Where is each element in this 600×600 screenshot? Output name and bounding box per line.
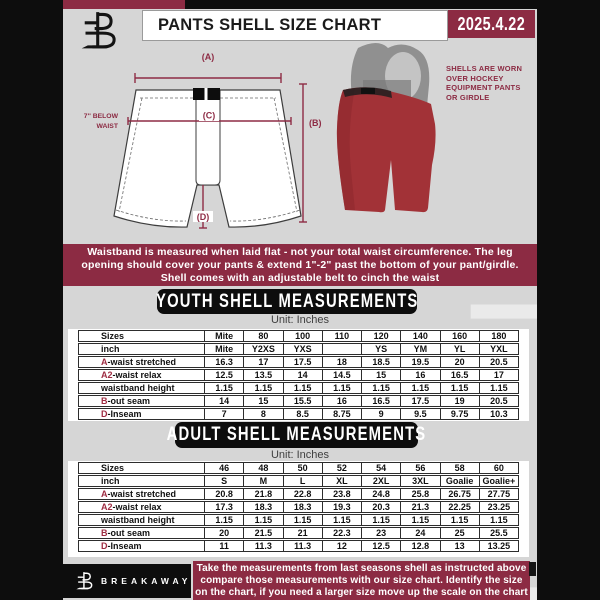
value-cell: 22.25	[441, 501, 480, 513]
row-label: D-Inseam	[78, 540, 205, 552]
value-cell: Y2XS	[244, 343, 283, 355]
text-line: on the chart, if you need a larger size move up the scale on the chart	[195, 586, 528, 598]
value-cell: 110	[323, 330, 362, 342]
text-line: EQUIPMENT PANTS	[446, 83, 521, 92]
measure-letter: A2	[101, 502, 113, 512]
value-cell: 19	[441, 395, 480, 407]
row-label: waistband height	[78, 382, 205, 394]
value-cell: YS	[362, 343, 401, 355]
value-cell: 25.5	[480, 527, 519, 539]
text-line: OR GIRDLE	[446, 92, 490, 102]
value-cell: L	[284, 475, 323, 487]
youth-section-banner	[157, 289, 417, 314]
value-cell: 11.3	[244, 540, 283, 552]
value-cell: 1.15	[362, 382, 401, 394]
value-cell: 24	[401, 527, 440, 539]
value-cell: 14.5	[323, 369, 362, 381]
value-cell: 60	[480, 462, 519, 474]
value-cell: 15.5	[284, 395, 323, 407]
measure-letter: B	[101, 528, 108, 538]
value-cell: YXL	[480, 343, 519, 355]
measure-letter: A	[101, 489, 108, 499]
text-line: SHELLS ARE WORN	[446, 64, 523, 73]
value-cell: 17	[244, 356, 283, 368]
text-line: opening should cover your pants & extend 1"-2" past the bottom of your pant/girdle.	[81, 258, 519, 271]
value-cell: XL	[323, 475, 362, 487]
adult-size-table	[78, 461, 519, 553]
value-cell: 23.8	[323, 488, 362, 500]
value-cell: Goalie	[441, 475, 480, 487]
value-cell: 7	[205, 408, 244, 420]
measurement-notice	[63, 244, 537, 286]
row-label: B-out seam	[78, 527, 205, 539]
table-row	[78, 540, 519, 552]
page-title: PANTS SHELL SIZE CHART	[158, 16, 382, 34]
value-cell: YXS	[284, 343, 323, 355]
value-cell: 16	[401, 369, 440, 381]
text-line: Take the measurements from last seasons shell as instructed above	[196, 562, 527, 574]
value-cell: 27.75	[480, 488, 519, 500]
shell-measurement-diagram	[63, 44, 333, 242]
table-row	[78, 395, 519, 407]
value-cell: 180	[480, 330, 519, 342]
left-border-bar	[0, 0, 63, 600]
table-row	[78, 356, 519, 368]
value-cell: 18	[323, 356, 362, 368]
value-cell: 9.75	[441, 408, 480, 420]
value-cell: 1.15	[323, 514, 362, 526]
value-cell: 1.15	[401, 514, 440, 526]
table-row	[78, 462, 519, 474]
breakaway-logo-small-icon	[76, 571, 94, 592]
value-cell: 8.5	[284, 408, 323, 420]
value-cell: 15	[244, 395, 283, 407]
table-row	[78, 475, 519, 487]
row-label: A-waist stretched	[78, 488, 205, 500]
value-cell: 48	[244, 462, 283, 474]
value-cell: 1.15	[401, 382, 440, 394]
value-cell: 1.15	[480, 382, 519, 394]
value-cell: YM	[401, 343, 440, 355]
value-cell: 120	[362, 330, 401, 342]
brand-name: BREAKAWAY	[101, 576, 192, 586]
value-cell: 3XL	[401, 475, 440, 487]
value-cell: 20.5	[480, 356, 519, 368]
measure-letter: B	[101, 396, 108, 406]
value-cell: 19.3	[323, 501, 362, 513]
value-cell: 21.8	[244, 488, 283, 500]
value-cell: 1.15	[362, 514, 401, 526]
value-cell: 16.3	[205, 356, 244, 368]
value-cell: 18.3	[284, 501, 323, 513]
row-label: B-out seam	[78, 395, 205, 407]
adult-unit-label: Unit: Inches	[270, 449, 330, 461]
waist-note-line2: WAIST	[96, 123, 118, 130]
youth-table-panel	[68, 329, 529, 421]
value-cell: 140	[401, 330, 440, 342]
value-cell: 10.3	[480, 408, 519, 420]
value-cell: 21.5	[244, 527, 283, 539]
footer-instructions	[193, 561, 530, 600]
value-cell: 58	[441, 462, 480, 474]
row-label: A-waist stretched	[78, 356, 205, 368]
value-cell: 20.5	[480, 395, 519, 407]
value-cell: Mite	[205, 330, 244, 342]
value-cell: 9.5	[401, 408, 440, 420]
value-cell: 21.3	[401, 501, 440, 513]
value-cell: 25.8	[401, 488, 440, 500]
shell-photo	[333, 40, 448, 238]
value-cell: 20.3	[362, 501, 401, 513]
measure-letter: A2	[101, 370, 113, 380]
value-cell: 20.8	[205, 488, 244, 500]
value-cell: 23	[362, 527, 401, 539]
row-label: Sizes	[78, 462, 205, 474]
row-label: waistband height	[78, 514, 205, 526]
value-cell: 1.15	[480, 514, 519, 526]
table-row	[78, 488, 519, 500]
value-cell: 17	[480, 369, 519, 381]
value-cell: 19.5	[401, 356, 440, 368]
value-cell: 12.8	[401, 540, 440, 552]
value-cell: 16.5	[441, 369, 480, 381]
right-border-bar	[537, 0, 600, 600]
waist-note-line1: 7'' BELOW	[83, 113, 118, 120]
row-label: D-Inseam	[78, 408, 205, 420]
table-row	[78, 343, 519, 355]
label-b: (B)	[309, 118, 322, 128]
measure-letter: D	[101, 409, 108, 419]
table-row	[78, 501, 519, 513]
value-cell: 52	[323, 462, 362, 474]
text-line: OVER HOCKEY	[446, 73, 504, 83]
top-strip-black	[185, 0, 537, 9]
value-cell: 14	[205, 395, 244, 407]
row-label: inch	[78, 475, 205, 487]
value-cell: 1.15	[284, 382, 323, 394]
value-cell: 25	[441, 527, 480, 539]
youth-size-table	[78, 329, 519, 421]
value-cell: 20	[441, 356, 480, 368]
youth-unit-label: Unit: Inches	[270, 314, 330, 326]
value-cell: 54	[362, 462, 401, 474]
value-cell: 2XL	[362, 475, 401, 487]
value-cell: Mite	[205, 343, 244, 355]
value-cell: 14	[284, 369, 323, 381]
text-line: compare those measurements with our size chart. Identify the size	[200, 574, 523, 586]
value-cell: 24.8	[362, 488, 401, 500]
value-cell: Goalie+	[480, 475, 519, 487]
value-cell: 18.3	[244, 501, 283, 513]
value-cell: 13	[441, 540, 480, 552]
row-label: A2-waist relax	[78, 501, 205, 513]
table-row	[78, 408, 519, 420]
value-cell: 1.15	[244, 382, 283, 394]
value-cell: M	[244, 475, 283, 487]
value-cell: S	[205, 475, 244, 487]
value-cell: 22.3	[323, 527, 362, 539]
value-cell: 12.5	[205, 369, 244, 381]
value-cell: 11.3	[284, 540, 323, 552]
table-row	[78, 514, 519, 526]
row-label: A2-waist relax	[78, 369, 205, 381]
table-row	[78, 382, 519, 394]
adult-table-panel	[68, 461, 529, 557]
value-cell: 17.3	[205, 501, 244, 513]
value-cell: 46	[205, 462, 244, 474]
value-cell: 15	[362, 369, 401, 381]
adult-section-banner	[166, 422, 427, 448]
value-cell: 50	[284, 462, 323, 474]
value-cell: 1.15	[205, 514, 244, 526]
value-cell: 22.8	[284, 488, 323, 500]
table-row	[78, 330, 519, 342]
value-cell: 1.15	[323, 382, 362, 394]
label-a: (A)	[201, 52, 215, 62]
label-c: (C)	[202, 110, 216, 121]
value-cell: 56	[401, 462, 440, 474]
value-cell: 18.5	[362, 356, 401, 368]
value-cell: 80	[244, 330, 283, 342]
row-label: inch	[78, 343, 205, 355]
value-cell: 21	[284, 527, 323, 539]
table-row	[78, 527, 519, 539]
table-row	[78, 369, 519, 381]
top-strip-maroon	[63, 0, 185, 9]
value-cell: 1.15	[244, 514, 283, 526]
value-cell: 16	[323, 395, 362, 407]
value-cell: 17.5	[401, 395, 440, 407]
youth-section-title: YOUTH SHELL MEASUREMENTS	[155, 290, 419, 312]
value-cell: 1.15	[441, 514, 480, 526]
value-cell: 13.25	[480, 540, 519, 552]
date-badge	[448, 10, 535, 38]
brand-footer	[63, 564, 191, 598]
value-cell: 9	[362, 408, 401, 420]
value-cell: 100	[284, 330, 323, 342]
value-cell: 160	[441, 330, 480, 342]
value-cell: 23.25	[480, 501, 519, 513]
value-cell: 13.5	[244, 369, 283, 381]
value-cell: 8.75	[323, 408, 362, 420]
measure-letter: A	[101, 357, 108, 367]
value-cell: 1.15	[284, 514, 323, 526]
value-cell: 20	[205, 527, 244, 539]
corner-ribbon	[529, 562, 536, 576]
value-cell: 8	[244, 408, 283, 420]
value-cell: 12.5	[362, 540, 401, 552]
photo-note	[446, 64, 538, 102]
measure-letter: D	[101, 541, 108, 551]
value-cell: 1.15	[441, 382, 480, 394]
text-line: Shell comes with an adjustable belt to cinch the waist	[160, 271, 440, 284]
value-cell: 1.15	[205, 382, 244, 394]
date-text: 2025.4.22	[457, 13, 526, 34]
page-title-box	[142, 10, 448, 41]
value-cell: YL	[441, 343, 480, 355]
value-cell: 16.5	[362, 395, 401, 407]
label-d: (D)	[196, 212, 210, 222]
value-cell: 11	[205, 540, 244, 552]
value-cell: 26.75	[441, 488, 480, 500]
row-label: Sizes	[78, 330, 205, 342]
value-cell	[323, 343, 362, 355]
adult-section-title: ADULT SHELL MEASUREMENTS	[166, 424, 427, 445]
value-cell: 12	[323, 540, 362, 552]
text-line: Waistband is measured when laid flat - not your total waist circumference. The leg	[87, 245, 513, 258]
value-cell: 17.5	[284, 356, 323, 368]
